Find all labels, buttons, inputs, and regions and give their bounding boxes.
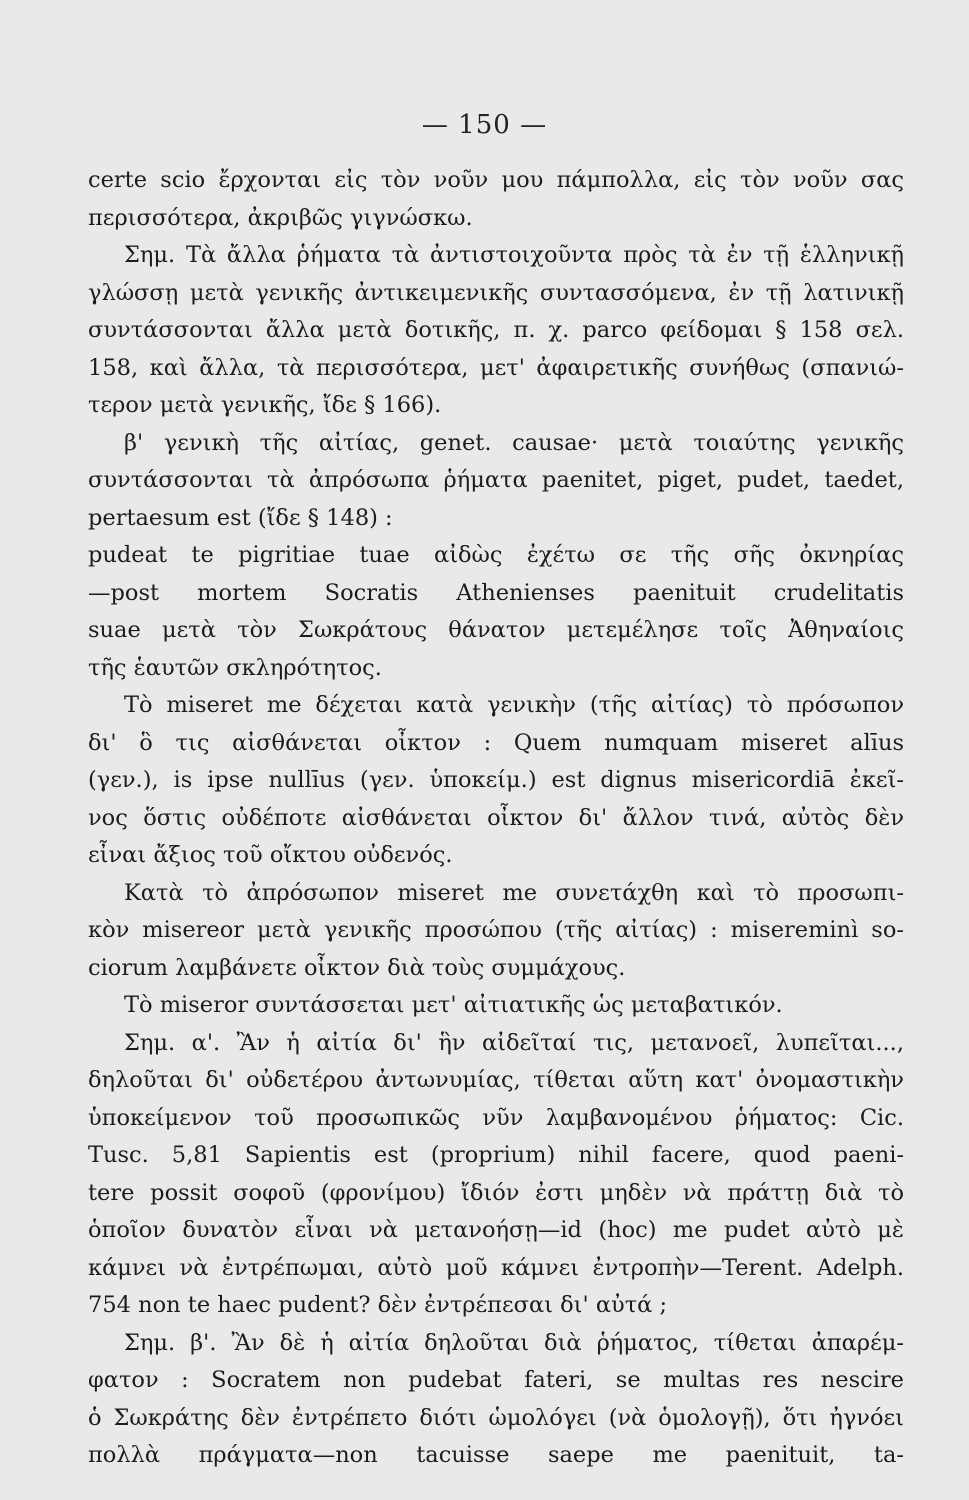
text-line: τερον μετὰ γενικῆς, ἴδε § 166). (88, 392, 442, 418)
text-line: εἶναι ἄξιος τοῦ οἴκτου οὐδενός. (88, 842, 453, 868)
text-line: Σημ. Τὰ ἄλλα ῥήματα τὰ ἀντιστοιχοῦντα πρὸς τὰ ἐν τῇ ἑλληνικῇ (124, 242, 904, 268)
text-line: κὸν misereor μετὰ γενικῆς προσώπου (τῆς αἰτίας) : misereminì so- (88, 917, 904, 943)
text-line: συντάσσονται τὰ ἀπρόσωπα ῥήματα paenitet, piget, pudet, taedet, (88, 467, 904, 493)
text-line: ὁποῖον δυνατὸν εἶναι νὰ μετανοήσῃ—id (hoc) me pudet αὐτὸ μὲ (88, 1217, 904, 1243)
text-line: Τὸ miseret me δέχεται κατὰ γενικὴν (τῆς αἰτίας) τὸ πρόσωπον (124, 692, 904, 718)
text-line: δι' ὃ τις αἰσθάνεται οἶκτον : Quem numquam miseret alīus (88, 729, 904, 756)
text-line: —post mortem Socratis Athenienses paenituit crudelitatis (88, 579, 904, 606)
text-line: tere possit σοφοῦ (φρονίμου) ἴδιόν ἐστι μηδὲν νὰ πράττῃ διὰ τὸ (88, 1179, 904, 1206)
text-line: γλώσσῃ μετὰ γενικῆς ἀντικειμενικῆς συντασσόμενα, ἐν τῇ λατινικῇ (88, 279, 904, 306)
text-line: suae μετὰ τὸν Σωκράτους θάνατον μετεμέλησε τοῖς Ἀθηναίοις (88, 617, 904, 643)
text-line: Σημ. β'. Ἂν δὲ ἡ αἰτία δηλοῦται διὰ ῥήματος, τίθεται ἀπαρέμ- (124, 1329, 904, 1356)
text-line: Κατὰ τὸ ἀπρόσωπον miseret me συνετάχθη καὶ τὸ προσωπι- (124, 879, 904, 906)
text-line: νος ὅστις οὐδέποτε αἰσθάνεται οἶκτον δι' ἄλλον τινά, αὐτὸς δὲν (88, 804, 904, 831)
text-line: pudeat te pigritiae tuae αἰδὼς ἐχέτω σε τῆς σῆς ὀκνηρίας (88, 542, 904, 568)
text-line: β' γενικὴ τῆς αἰτίας, genet. causae· μετὰ τοιαύτης γενικῆς (124, 429, 904, 456)
text-line: certe scio ἔρχονται εἰς τὸν νοῦν μου πάμπολλα, εἰς τὸν νοῦν σας (88, 167, 904, 193)
text-line: (γεν.), is ipse nullīus (γεν. ὑποκείμ.) est dignus misericordiā ἐκεῖ- (88, 767, 904, 793)
text-line: Σημ. α'. Ἂν ἡ αἰτία δι' ἣν αἰδεῖταί τις, μετανοεῖ, λυπεῖται..., (124, 1029, 904, 1056)
text-line: 754 non te haec pudent? δὲν ἐντρέπεσαι δι' αὐτά ; (88, 1292, 668, 1318)
text-line: φατον : Socratem non pudebat fateri, se multas res nescire (88, 1367, 904, 1393)
text-line: τῆς ἑαυτῶν σκληρότητος. (88, 654, 382, 681)
text-line: πολλὰ πράγματα—non tacuisse saepe me paenituit, ta- (88, 1442, 904, 1468)
text-line: περισσότερα, ἀκριβῶς γιγνώσκω. (88, 204, 473, 231)
text-line: 158, καὶ ἄλλα, τὰ περισσότερα, μετ' ἀφαιρετικῆς συνήθως (σπανιώ- (88, 354, 904, 381)
text-line: pertaesum est (ἴδε § 148) : (88, 504, 393, 531)
text-line: κάμνει νὰ ἐντρέπωμαι, αὐτὸ μοῦ κάμνει ἐντροπὴν—Terent. Adelph. (88, 1254, 904, 1281)
page-number: — 150 — (421, 110, 548, 140)
body-text (88, 162, 904, 1475)
text-line: συντάσσονται ἄλλα μετὰ δοτικῆς, π. χ. parco φείδομαι § 158 σελ. (88, 317, 904, 343)
text-line: Τὸ miseror συντάσσεται μετ' αἰτιατικῆς ὡς μεταβατικόν. (124, 992, 783, 1018)
text-line: ὁ Σωκράτης δὲν ἐντρέπετο διότι ὡμολόγει (νὰ ὁμολογῇ), ὅτι ἠγνόει (88, 1404, 904, 1431)
text-line: ὑποκείμενον τοῦ προσωπικῶς νῦν λαμβανομένου ῥήματος: Cic. (88, 1104, 904, 1131)
text-line: δηλοῦται δι' οὐδετέρου ἀντωνυμίας, τίθεται αὕτη κατ' ὀνομαστικὴν (88, 1067, 904, 1093)
text-line: ciorum λαμβάνετε οἶκτον διὰ τοὺς συμμάχους. (88, 954, 626, 981)
text-line: Tusc. 5,81 Sapientis est (proprium) nihil facere, quod paeni- (88, 1142, 904, 1168)
